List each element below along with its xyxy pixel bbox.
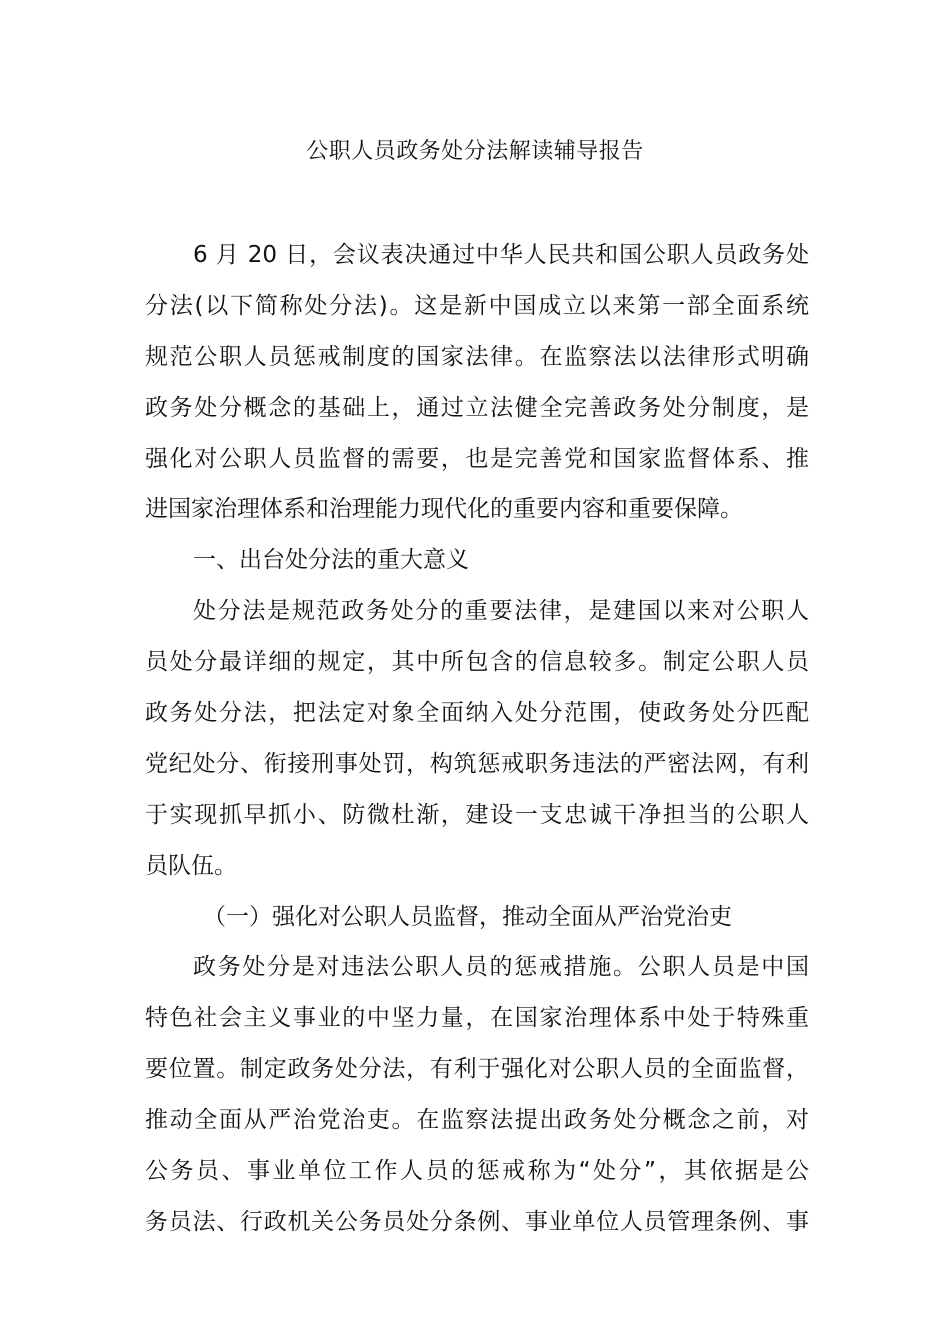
paragraph-line: 务员法、行政机关公务员处分条例、事业单位人员管理条例、事: [145, 1208, 809, 1235]
paragraph-line: 规范公职人员惩戒制度的国家法律。在监察法以法律形式明确: [145, 343, 809, 370]
paragraph-line: 政务处分法，把法定对象全面纳入处分范围，使政务处分匹配: [145, 700, 809, 727]
paragraph-line: 要位置。制定政务处分法，有利于强化对公职人员的全面监督，: [145, 1056, 809, 1083]
paragraph-line: 员处分最详细的规定，其中所包含的信息较多。制定公职人员: [145, 649, 809, 676]
subsection-heading: （一）强化对公职人员监督，推动全面从严治党治吏: [203, 903, 732, 930]
paragraph-line: 6 月 20 日，会议表决通过中华人民共和国公职人员政务处: [193, 242, 809, 268]
section-heading: 一、出台处分法的重大意义: [193, 547, 469, 574]
paragraph-line: 特色社会主义事业的中坚力量，在国家治理体系中处于特殊重: [145, 1005, 809, 1032]
paragraph-line: 党纪处分、衔接刑事处罚，构筑惩戒职务违法的严密法网，有利: [145, 750, 809, 777]
paragraph-line: 处分法是规范政务处分的重要法律，是建国以来对公职人: [193, 598, 809, 625]
paragraph-line: 强化对公职人员监督的需要，也是完善党和国家监督体系、推: [145, 445, 809, 472]
paragraph-line: 于实现抓早抓小、防微杜渐，建设一支忠诚干净担当的公职人: [145, 801, 809, 828]
document-title: 公职人员政务处分法解读辅导报告: [306, 139, 644, 164]
paragraph-line: 进国家治理体系和治理能力现代化的重要内容和重要保障。: [145, 496, 743, 523]
paragraph-line: 员队伍。: [145, 852, 237, 879]
paragraph-line: 政务处分概念的基础上，通过立法健全完善政务处分制度，是: [145, 394, 809, 421]
document-body: [145, 230, 809, 1248]
paragraph-line: 推动全面从严治党治吏。在监察法提出政务处分概念之前，对: [145, 1107, 809, 1134]
paragraph-line: 政务处分是对违法公职人员的惩戒措施。公职人员是中国: [193, 954, 809, 981]
paragraph-line: 分法(以下简称处分法)。这是新中国成立以来第一部全面系统: [145, 292, 809, 319]
paragraph-line: 公务员、事业单位工作人员的惩戒称为“处分”，其依据是公: [145, 1158, 809, 1185]
